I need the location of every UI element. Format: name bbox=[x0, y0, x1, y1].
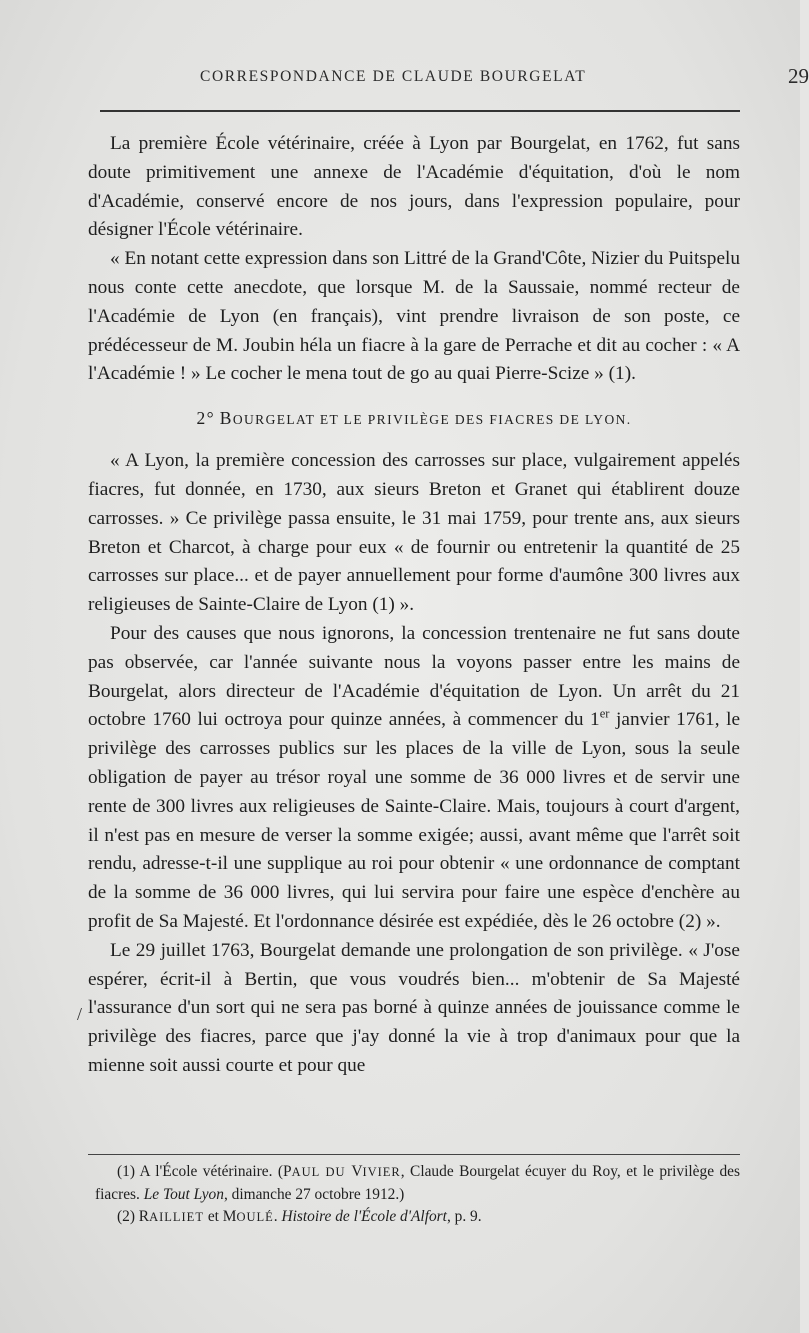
footnote-author: IVIER bbox=[362, 1165, 401, 1179]
running-title: CORRESPONDANCE DE CLAUDE BOURGELAT bbox=[200, 68, 587, 85]
footnote-1 bbox=[95, 1161, 740, 1206]
paragraph-anecdote: « En notant cette expression dans son Littré de la Grand'Côte, Nizier du Puitspelu nous conte cette anecdote, que lorsque M. de la Saussaie, nommé recteur de l'Académie de Lyon (en français), vint prendre livraison de son poste, ce prédécesseur de M. Joubin héla un fiacre à la gare de Perrache et dit au cocher : « A l'Académie ! » Le cocher le mena tout de go au quai Pierre-Scize » (1). bbox=[88, 248, 740, 385]
footnotes bbox=[95, 1161, 740, 1229]
footnote-author: V bbox=[351, 1163, 363, 1180]
footnote-text: (2) bbox=[117, 1208, 139, 1225]
footnote-author: P bbox=[283, 1163, 292, 1180]
paragraph-causes bbox=[88, 620, 740, 937]
heading-rest: ET LE PRIVILÈGE DES FIACRES DE LYON. bbox=[319, 412, 632, 428]
heading-number: 2° bbox=[196, 408, 216, 429]
footnote-title: Histoire de l'École d'Alfort bbox=[281, 1208, 447, 1225]
header-rule bbox=[100, 110, 740, 112]
paragraph-ecole: La première École vétérinaire, créée à Lyon par Bourgelat, en 1762, fut sans doute primitivement une annexe de l'Académie d'équitation, d'où le nom d'Académie, conservé encore de nos jours, dans l'expression populaire, pour désigner l'École vétérinaire. bbox=[88, 133, 740, 241]
footnote-text: . bbox=[273, 1208, 282, 1225]
footnote-text: , dimanche 27 octobre 1912.) bbox=[223, 1185, 405, 1203]
footnote-author: AUL DU bbox=[291, 1165, 352, 1179]
margin-mark: / bbox=[77, 1004, 83, 1024]
heading-initial: B bbox=[219, 408, 233, 429]
text-span: janvier 1761, le privilège des carrosses publics sur les places de la ville de Lyon, sous la seule obligation de payer au trésor royal une somme de 36 000 livres et de servir une rente de 300 livres aux religieuses de Sainte-Claire. Mais, toujours à court d'argent, il n'est pas en mesure de verser la somme exigée; aussi, avant même que l'arrêt soit rendu, adresse-t-il une supplique au roi pour obtenir « une ordonnance de comptant de la somme de 36 000 livres, qui lui servira pour faire une espèce d'enchère au profit de Sa Majesté. Et l'ordonnance désirée est expédiée, dès le 26 octobre (2) ». bbox=[88, 709, 740, 932]
text-span: Pour des causes que nous ignorons, la concession trentenaire ne fut sans doute pas observée, car l'année suivante nous la voyons passer entre les mains de Bourgelat, alors directeur de l'Académie d'équitation de Lyon. Un arrêt du 21 octobre 1760 lui octroya pour quinze années, à commencer du 1 bbox=[88, 622, 740, 731]
footnote-2 bbox=[95, 1206, 740, 1229]
footnote-text: , Claude Bourgelat écuyer du Roy, et le privilège des fiacres. bbox=[95, 1163, 740, 1203]
footnote-title: Le Tout Lyon bbox=[143, 1185, 224, 1203]
footnote-text: (1) A l'École vétérinaire. ( bbox=[117, 1163, 284, 1180]
paragraph-concession: « A Lyon, la première concession des carrosses sur place, vulgairement appelés fiacres, fut donnée, en 1730, aux sieurs Breton et Granet qui établirent douze carrosses. » Ce privilège passa ensuite, le 31 mai 1759, pour trente ans, aux sieurs Breton et Charcot, à charge pour eux « de fournir ou entretenir la quantité de 25 carrosses sur place... et de payer annuellement pour forme d'aumône 300 livres aux religieuses de Sainte-Claire de Lyon (1) ». bbox=[88, 450, 740, 616]
heading-word: OURGELAT bbox=[232, 412, 316, 428]
footnote-text: , p. 9. bbox=[446, 1208, 482, 1225]
superscript: er bbox=[599, 706, 610, 721]
footnote-author: M bbox=[222, 1208, 237, 1225]
footnote-author: R bbox=[138, 1208, 150, 1225]
footnote-rule bbox=[88, 1154, 740, 1155]
footnote-text: et bbox=[203, 1208, 223, 1225]
body-text bbox=[88, 130, 740, 1081]
page-number: 29 bbox=[788, 64, 809, 88]
section-heading bbox=[88, 404, 740, 434]
footnote-author: AILLIET bbox=[149, 1210, 204, 1224]
paragraph-prolongation: Le 29 juillet 1763, Bourgelat demande une prolongation de son privilège. « J'ose espérer, écrit-il à Bertin, que vous voudrés bien... m'obtenir de Sa Majesté l'assurance d'un sort qui ne sera pas borné à quinze années de jouissance comme le privilège des fiacres, parce que j'ay donné la vie à trop d'animaux pour que la mienne soit aussi courte et pour que bbox=[88, 939, 740, 1076]
footnote-author: OULÉ bbox=[236, 1210, 274, 1224]
